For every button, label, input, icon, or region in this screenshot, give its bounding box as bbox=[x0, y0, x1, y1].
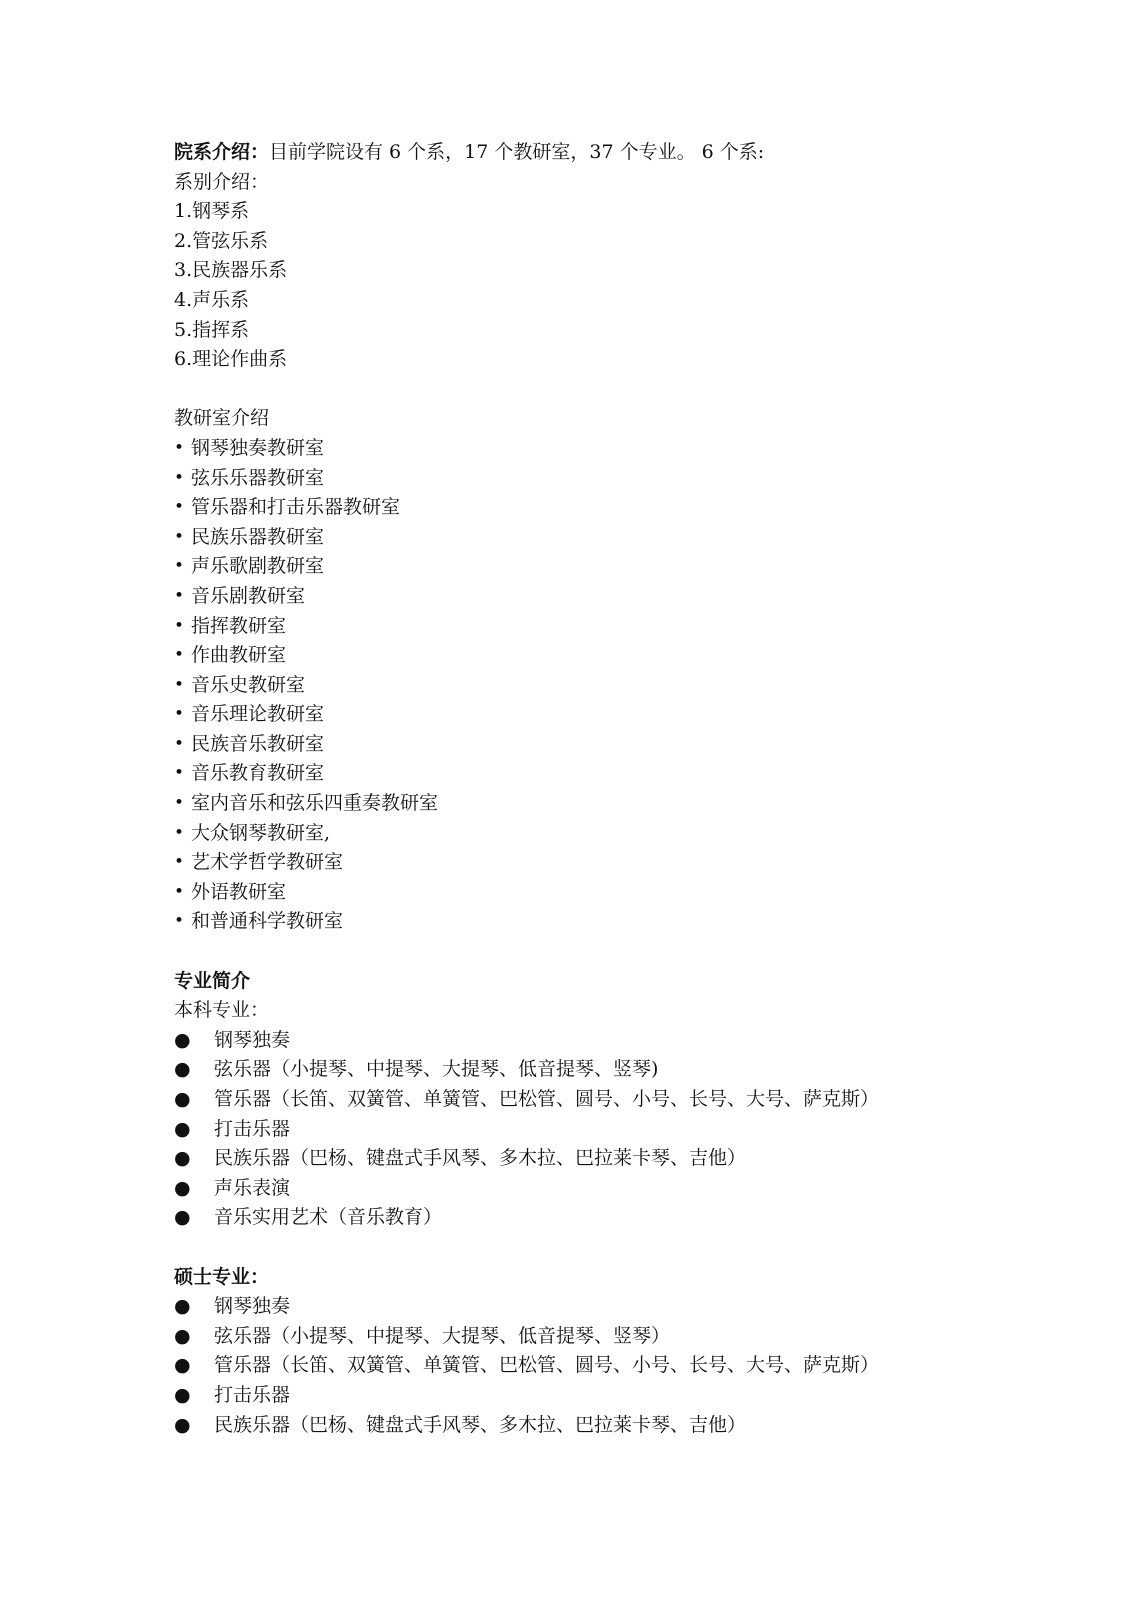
bullet-icon: • bbox=[174, 822, 185, 843]
undergraduate-major-item bbox=[174, 1174, 1054, 1204]
undergraduate-major-item-text: 钢琴独奏 bbox=[214, 1028, 291, 1051]
teaching-office-item-text: 指挥教研室 bbox=[191, 614, 287, 637]
undergraduate-major-item-text: 声乐表演 bbox=[214, 1176, 291, 1199]
bullet-icon: • bbox=[174, 615, 185, 636]
teaching-office-item bbox=[174, 493, 1054, 523]
teaching-office-item-text: 音乐教育教研室 bbox=[191, 762, 325, 785]
bullet-icon: ● bbox=[174, 1176, 191, 1199]
bullet-icon: • bbox=[174, 467, 185, 488]
teaching-office-item-text: 外语教研室 bbox=[191, 880, 287, 903]
teaching-office-item-text: 音乐理论教研室 bbox=[191, 703, 325, 726]
undergraduate-major-item bbox=[174, 1055, 1054, 1085]
bullet-icon: ● bbox=[174, 1354, 191, 1377]
spacer bbox=[174, 937, 1054, 967]
teaching-office-item bbox=[174, 878, 1054, 908]
teaching-office-item-text: 室内音乐和弦乐四重奏教研室 bbox=[191, 792, 439, 815]
undergraduate-heading: 本科专业： bbox=[174, 999, 270, 1022]
teaching-office-item bbox=[174, 464, 1054, 494]
teaching-office-item-text: 民族乐器教研室 bbox=[191, 525, 325, 548]
teaching-office-item-text: 民族音乐教研室 bbox=[191, 732, 325, 755]
teaching-office-item-text: 音乐剧教研室 bbox=[191, 584, 306, 607]
teaching-office-item bbox=[174, 819, 1054, 849]
teaching-office-item-text: 和普通科学教研室 bbox=[191, 910, 344, 933]
teaching-office-item bbox=[174, 907, 1054, 937]
teaching-office-item-text: 声乐歌剧教研室 bbox=[191, 555, 325, 578]
bullet-icon: • bbox=[174, 793, 185, 814]
masters-major-item-text: 民族乐器（巴杨、键盘式手风琴、多木拉、巴拉莱卡琴、吉他） bbox=[214, 1413, 747, 1436]
undergraduate-major-item bbox=[174, 1203, 1054, 1233]
masters-majors-list bbox=[174, 1292, 1054, 1440]
teaching-office-item-text: 音乐史教研室 bbox=[191, 673, 306, 696]
department-item: 1.钢琴系 bbox=[174, 200, 250, 223]
teaching-office-item bbox=[174, 700, 1054, 730]
undergraduate-major-item bbox=[174, 1085, 1054, 1115]
bullet-icon: • bbox=[174, 526, 185, 547]
intro-label: 院系介绍： bbox=[174, 141, 270, 163]
intro-text: 目前学院设有 6 个系，17 个教研室，37 个专业。 6 个系: bbox=[269, 141, 765, 163]
spacer bbox=[174, 375, 1054, 405]
teaching-office-item bbox=[174, 523, 1054, 553]
bullet-icon: ● bbox=[174, 1058, 191, 1081]
bullet-icon: • bbox=[174, 881, 185, 902]
masters-heading: 硕士专业： bbox=[174, 1265, 270, 1288]
masters-major-item bbox=[174, 1411, 1054, 1441]
teaching-office-item bbox=[174, 434, 1054, 464]
bullet-icon: • bbox=[174, 704, 185, 725]
teaching-office-item bbox=[174, 730, 1054, 760]
bullet-icon: • bbox=[174, 437, 185, 458]
teaching-office-item-text: 艺术学哲学教研室 bbox=[191, 851, 344, 874]
bullet-icon: ● bbox=[174, 1028, 191, 1051]
undergraduate-major-item bbox=[174, 1115, 1054, 1145]
bullet-icon: • bbox=[174, 497, 185, 518]
spacer bbox=[174, 1233, 1054, 1263]
masters-major-item-text: 打击乐器 bbox=[214, 1383, 291, 1406]
bullet-icon: • bbox=[174, 852, 185, 873]
teaching-offices-heading: 教研室介绍 bbox=[174, 407, 270, 430]
teaching-office-item bbox=[174, 552, 1054, 582]
department-item: 4.声乐系 bbox=[174, 288, 250, 311]
bullet-icon: • bbox=[174, 733, 185, 754]
teaching-office-item-text: 大众钢琴教研室, bbox=[191, 821, 331, 844]
undergraduate-major-item-text: 民族乐器（巴杨、键盘式手风琴、多木拉、巴拉莱卡琴、吉他） bbox=[214, 1147, 747, 1170]
teaching-office-item-text: 管乐器和打击乐器教研室 bbox=[191, 496, 401, 519]
bullet-icon: • bbox=[174, 645, 185, 666]
undergraduate-major-item bbox=[174, 1144, 1054, 1174]
teaching-office-item-text: 弦乐乐器教研室 bbox=[191, 466, 325, 489]
teaching-office-item-text: 作曲教研室 bbox=[191, 644, 287, 667]
masters-major-item bbox=[174, 1322, 1054, 1352]
teaching-office-item-text: 钢琴独奏教研室 bbox=[191, 436, 325, 459]
undergraduate-majors-list bbox=[174, 1026, 1054, 1233]
teaching-office-item bbox=[174, 848, 1054, 878]
bullet-icon: • bbox=[174, 911, 185, 932]
teaching-offices-list bbox=[174, 434, 1054, 937]
teaching-office-item bbox=[174, 612, 1054, 642]
bullet-icon: ● bbox=[174, 1413, 191, 1436]
teaching-office-item bbox=[174, 789, 1054, 819]
department-item: 3.民族器乐系 bbox=[174, 259, 288, 282]
department-item: 2.管弦乐系 bbox=[174, 229, 269, 252]
undergraduate-major-item bbox=[174, 1026, 1054, 1056]
bullet-icon: ● bbox=[174, 1295, 191, 1318]
majors-heading: 专业简介 bbox=[174, 969, 251, 992]
undergraduate-major-item-text: 音乐实用艺术（音乐教育） bbox=[214, 1206, 443, 1229]
bullet-icon: ● bbox=[174, 1117, 191, 1140]
masters-major-item bbox=[174, 1351, 1054, 1381]
bullet-icon: ● bbox=[174, 1383, 191, 1406]
departments-heading: 系别介绍： bbox=[174, 170, 270, 193]
departments-list bbox=[174, 197, 1054, 375]
undergraduate-major-item-text: 管乐器（长笛、双簧管、单簧管、巴松管、圆号、小号、长号、大号、萨克斯） bbox=[214, 1088, 880, 1110]
bullet-icon: ● bbox=[174, 1147, 191, 1170]
masters-major-item bbox=[174, 1292, 1054, 1322]
undergraduate-major-item-text: 弦乐器（小提琴、中提琴、大提琴、低音提琴、竖琴) bbox=[214, 1058, 659, 1081]
intro-line bbox=[174, 138, 1054, 168]
masters-major-item-text: 管乐器（长笛、双簧管、单簧管、巴松管、圆号、小号、长号、大号、萨克斯） bbox=[214, 1354, 880, 1377]
teaching-office-item bbox=[174, 641, 1054, 671]
bullet-icon: • bbox=[174, 556, 185, 577]
document-content bbox=[174, 138, 1054, 1440]
teaching-office-item bbox=[174, 582, 1054, 612]
bullet-icon: ● bbox=[174, 1324, 191, 1347]
teaching-office-item bbox=[174, 759, 1054, 789]
department-item: 6.理论作曲系 bbox=[174, 348, 288, 371]
masters-major-item-text: 弦乐器（小提琴、中提琴、大提琴、低音提琴、竖琴） bbox=[214, 1324, 671, 1347]
masters-major-item-text: 钢琴独奏 bbox=[214, 1295, 291, 1318]
masters-major-item bbox=[174, 1381, 1054, 1411]
department-item: 5.指挥系 bbox=[174, 318, 250, 341]
bullet-icon: • bbox=[174, 674, 185, 695]
teaching-office-item bbox=[174, 671, 1054, 701]
bullet-icon: ● bbox=[174, 1088, 191, 1110]
bullet-icon: • bbox=[174, 763, 185, 784]
bullet-icon: ● bbox=[174, 1206, 191, 1229]
bullet-icon: • bbox=[174, 585, 185, 606]
undergraduate-major-item-text: 打击乐器 bbox=[214, 1117, 291, 1140]
